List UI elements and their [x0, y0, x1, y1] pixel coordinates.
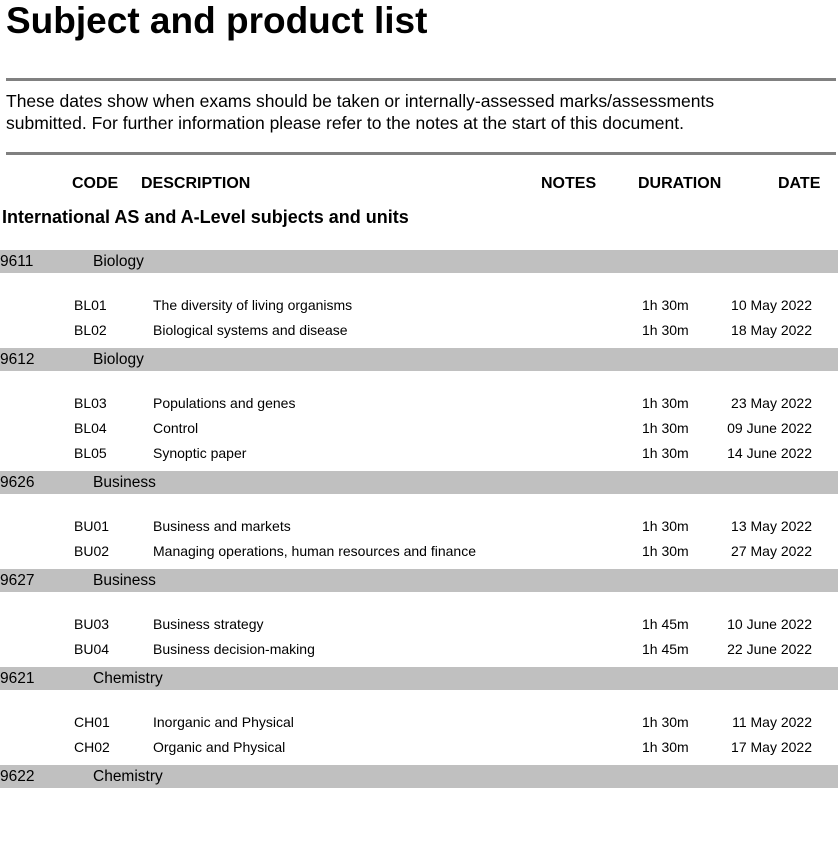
unit-description: Business strategy — [153, 616, 264, 632]
unit-code: CH02 — [74, 739, 110, 755]
unit-list — [0, 371, 838, 471]
subject-name: Biology — [93, 253, 144, 270]
subject-header-row — [0, 471, 838, 494]
unit-duration: 1h 45m — [642, 641, 689, 657]
unit-date: 09 June 2022 — [727, 420, 812, 436]
page-title: Subject and product list — [6, 0, 428, 41]
unit-row — [0, 710, 838, 735]
unit-row — [0, 735, 838, 760]
unit-code: BU03 — [74, 616, 110, 632]
unit-description: Biological systems and disease — [153, 322, 348, 338]
subject-name: Business — [93, 474, 156, 491]
unit-date: 27 May 2022 — [731, 543, 812, 559]
unit-description: The diversity of living organisms — [153, 297, 353, 313]
unit-row — [0, 318, 838, 343]
unit-duration: 1h 30m — [642, 297, 689, 313]
unit-duration: 1h 30m — [642, 518, 689, 534]
unit-duration: 1h 30m — [642, 420, 689, 436]
subject-code: 9621 — [0, 670, 35, 687]
unit-code: BL04 — [74, 420, 107, 436]
unit-list — [0, 494, 838, 569]
column-header-date: DATE — [778, 175, 821, 192]
unit-code: BU01 — [74, 518, 110, 534]
unit-code: BU04 — [74, 641, 110, 657]
unit-row — [0, 441, 838, 466]
unit-duration: 1h 30m — [642, 543, 689, 559]
unit-list — [0, 592, 838, 667]
subject-name: Biology — [93, 351, 144, 368]
unit-description: Control — [153, 420, 199, 436]
section-title: International AS and A-Level subjects and units — [2, 207, 409, 227]
subject-list — [0, 250, 838, 788]
unit-code: BL01 — [74, 297, 107, 313]
subject-header-row — [0, 348, 838, 371]
subject-header-row — [0, 569, 838, 592]
column-header-duration: DURATION — [638, 175, 722, 192]
unit-date: 23 May 2022 — [731, 395, 812, 411]
intro-text — [6, 90, 836, 134]
subject-code: 9611 — [0, 253, 34, 270]
top-divider — [6, 78, 836, 81]
unit-date: 22 June 2022 — [727, 641, 812, 657]
unit-date: 18 May 2022 — [731, 322, 812, 338]
unit-duration: 1h 30m — [642, 714, 689, 730]
unit-row — [0, 391, 838, 416]
unit-date: 10 June 2022 — [727, 616, 812, 632]
intro-line-1: These dates show when exams should be taken or internally-assessed marks/assessments — [6, 91, 715, 111]
unit-list — [0, 690, 838, 765]
unit-row — [0, 514, 838, 539]
unit-row — [0, 293, 838, 318]
unit-description: Managing operations, human resources and finance — [153, 543, 476, 559]
subject-code: 9612 — [0, 351, 35, 368]
subject-name: Business — [93, 572, 156, 589]
unit-code: BL03 — [74, 395, 107, 411]
unit-date: 13 May 2022 — [731, 518, 812, 534]
unit-description: Business decision-making — [153, 641, 315, 657]
column-header-code: CODE — [72, 175, 119, 192]
unit-description: Populations and genes — [153, 395, 296, 411]
subject-name: Chemistry — [93, 670, 163, 687]
unit-duration: 1h 30m — [642, 395, 689, 411]
unit-code: CH01 — [74, 714, 110, 730]
subject-code: 9626 — [0, 474, 35, 491]
unit-duration: 1h 30m — [642, 322, 689, 338]
unit-date: 10 May 2022 — [731, 297, 812, 313]
unit-date: 17 May 2022 — [731, 739, 812, 755]
unit-description: Organic and Physical — [153, 739, 286, 755]
column-header-notes: NOTES — [541, 175, 597, 192]
column-header-description: DESCRIPTION — [141, 175, 251, 192]
subject-code: 9627 — [0, 572, 35, 589]
unit-row — [0, 612, 838, 637]
header-divider — [6, 152, 836, 155]
subject-header-row — [0, 667, 838, 690]
unit-duration: 1h 45m — [642, 616, 689, 632]
unit-description: Inorganic and Physical — [153, 714, 294, 730]
intro-line-2: submitted. For further information please refer to the notes at the start of this document. — [6, 113, 684, 133]
unit-row — [0, 637, 838, 662]
unit-list — [0, 273, 838, 348]
unit-row — [0, 539, 838, 564]
unit-code: BL02 — [74, 322, 107, 338]
subject-header-row — [0, 250, 838, 273]
subject-code: 9622 — [0, 768, 35, 785]
unit-date: 11 May 2022 — [732, 714, 812, 730]
unit-code: BU02 — [74, 543, 110, 559]
unit-code: BL05 — [74, 445, 107, 461]
unit-description: Business and markets — [153, 518, 291, 534]
unit-duration: 1h 30m — [642, 739, 689, 755]
unit-date: 14 June 2022 — [727, 445, 812, 461]
subject-name: Chemistry — [93, 768, 163, 785]
unit-duration: 1h 30m — [642, 445, 689, 461]
subject-header-row — [0, 765, 838, 788]
unit-description: Synoptic paper — [153, 445, 247, 461]
unit-row — [0, 416, 838, 441]
